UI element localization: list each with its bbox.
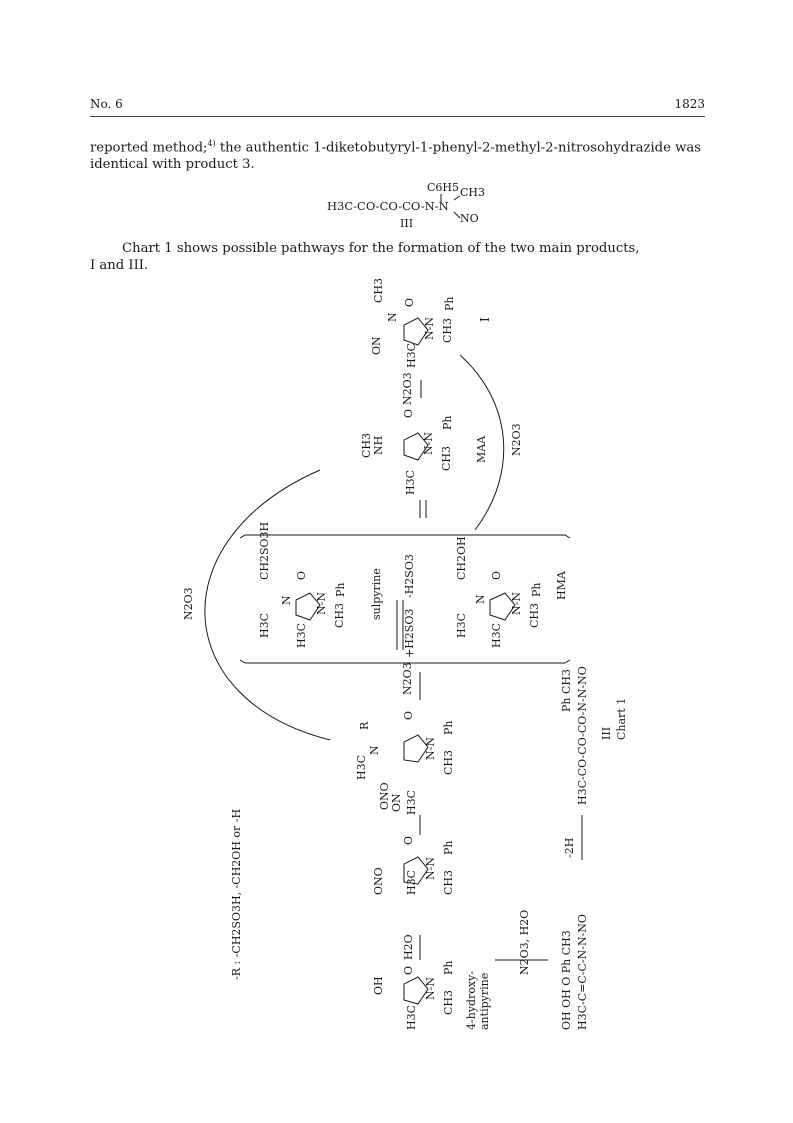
atom-label: CH3 — [442, 869, 455, 895]
journal-issue: No. 6 — [90, 97, 123, 111]
compound-MAA — [360, 409, 488, 495]
atom-label: N — [386, 312, 399, 322]
reagent-label: H2O — [402, 934, 415, 960]
atom-label: N-N — [422, 432, 435, 455]
methyl-label: CH3 — [460, 186, 486, 199]
atom-label: CH3 — [528, 602, 541, 628]
atom-label: Ph — [442, 840, 455, 855]
chain-formula: H3C-CO-CO-CO-N-N — [327, 199, 449, 213]
compound-nitrite — [372, 836, 455, 895]
reagent-label: +H2SO3 — [403, 608, 416, 658]
atom-label: CH3 — [333, 602, 346, 628]
atom-label: Ph — [442, 720, 455, 735]
compound-4-hydroxyantipyrine — [372, 961, 491, 1031]
atom-label: H3C — [258, 612, 271, 638]
legend-text: -R : -CH2SO3H, -CH2OH or -H — [230, 808, 243, 980]
paragraph-2-line-2: I and III. — [90, 258, 149, 273]
atom-label: CH3 — [372, 277, 385, 303]
compound-I — [370, 278, 492, 368]
atom-label: H3C — [405, 789, 418, 815]
reagent-label: -2H — [563, 837, 576, 858]
reagent-label: N2O3 — [182, 587, 195, 620]
atom-label: NH — [372, 435, 385, 455]
compound-label: MAA — [475, 435, 488, 463]
atom-label: Ph — [443, 296, 456, 311]
compound-HMA — [455, 536, 568, 648]
reagent-label: -H2SO3 — [403, 554, 416, 598]
atom-label: ONO — [378, 782, 391, 810]
atom-label: H3C — [405, 342, 418, 368]
atom-label: H3C — [405, 869, 418, 895]
atom-label: O — [402, 835, 415, 845]
curved-arrow — [205, 470, 330, 740]
atom-label: Ph — [442, 960, 455, 975]
atom-label: CH3 — [360, 432, 373, 458]
atom-label: CH3 — [441, 317, 454, 343]
open-chain-top: OH OH O Ph CH3 — [560, 930, 573, 1030]
atom-label: ON — [370, 336, 383, 355]
atom-label: CH2SO3H — [258, 521, 271, 580]
inline-structure-III — [327, 181, 485, 230]
atom-label: O — [402, 408, 415, 418]
page-number: 1823 — [674, 97, 705, 111]
atom-label: OH — [372, 976, 385, 995]
atom-label: Ph — [441, 415, 454, 430]
atom-label: O — [403, 297, 416, 307]
compound-label: HMA — [555, 571, 568, 600]
atom-label: Ph — [334, 582, 347, 597]
product-III-top: Ph CH3 — [560, 669, 573, 712]
product-III-formula: H3C-CO-CO-CO-N-N-NO — [576, 666, 589, 805]
text-segment: the authentic 1-diketobutyryl-1-phenyl-2-methyl-2-nitrosohydrazide was — [215, 140, 702, 156]
atom-label: H3C — [490, 622, 503, 648]
reaction-chart — [182, 278, 628, 1030]
atom-label: CH3 — [442, 989, 455, 1015]
atom-label: H3C — [405, 1004, 418, 1030]
atom-label: O — [490, 570, 503, 580]
atom-label: N-N — [424, 737, 437, 760]
compound-label: III — [400, 217, 414, 230]
atom-label: CH3 — [440, 445, 453, 471]
compound-label: sulpyrine — [370, 568, 383, 620]
phenyl-label: C6H5 — [427, 181, 460, 194]
open-chain-formula: H3C-C=C-C-N-N-NO — [576, 914, 589, 1030]
chart-caption: Chart 1 — [615, 697, 628, 740]
atom-label: H3C — [355, 754, 368, 780]
atom-label: R — [358, 721, 371, 730]
atom-label: ONO — [372, 867, 385, 895]
atom-label: CH3 — [442, 749, 455, 775]
atom-label: N-N — [510, 592, 523, 615]
nitroso-label: NO — [460, 212, 479, 225]
compound-label: antipyrine — [478, 972, 491, 1030]
atom-label: O — [402, 965, 415, 975]
paragraph-1-line-2: identical with product 3. — [90, 157, 255, 173]
atom-label: H3C — [455, 612, 468, 638]
reagent-label: N2O3 — [510, 423, 523, 456]
compound-label: 4-hydroxy- — [465, 970, 478, 1030]
atom-label: Ph — [530, 582, 543, 597]
atom-label: N — [368, 745, 381, 755]
compound-label: I — [478, 317, 492, 322]
atom-label: N — [280, 595, 293, 605]
reagent-label: N2O3 — [401, 372, 414, 405]
reference-superscript: 4) — [207, 139, 216, 148]
compound-intermediate — [355, 711, 455, 815]
atom-label: N-N — [424, 977, 437, 1000]
text-segment: reported method; — [90, 140, 208, 156]
compound-label: III — [600, 726, 613, 740]
atom-label: ON — [390, 793, 403, 812]
reagent-label: N2O3, H2O — [518, 909, 531, 975]
atom-label: N-N — [423, 317, 436, 340]
atom-label: N-N — [315, 592, 328, 615]
reagent-label: N2O3 — [401, 662, 414, 695]
atom-label: H3C — [295, 622, 308, 648]
atom-label: N — [474, 594, 487, 604]
atom-label: H3C — [404, 469, 417, 495]
atom-label: CH2OH — [455, 536, 468, 580]
atom-label: N-N — [424, 857, 437, 880]
bracket — [240, 535, 570, 538]
compound-sulpyrine — [258, 522, 383, 648]
atom-label: O — [295, 570, 308, 580]
atom-label: O — [402, 710, 415, 720]
paragraph-2-line-1: Chart 1 shows possible pathways for the formation of the two main products, — [122, 241, 640, 256]
